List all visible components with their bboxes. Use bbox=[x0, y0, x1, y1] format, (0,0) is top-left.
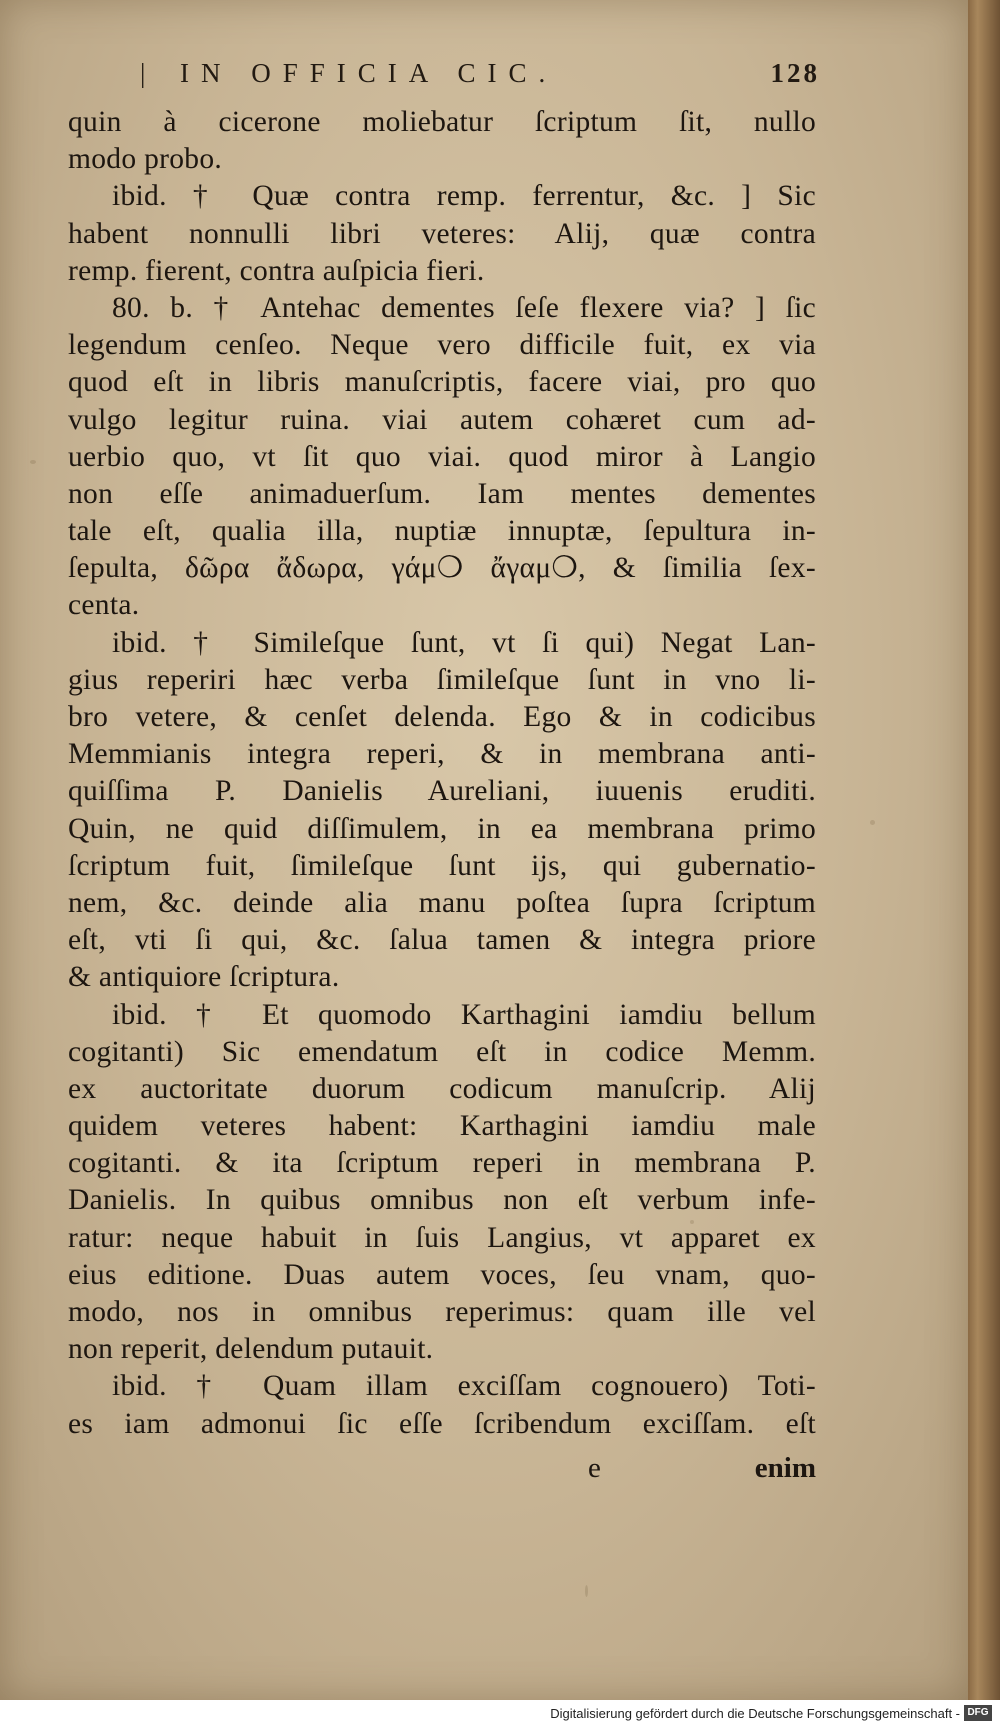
text-line: ibid. † Et quomodo Karthagini iamdiu bellum bbox=[112, 998, 816, 1031]
dfg-logo: DFG bbox=[964, 1705, 992, 1721]
text-line: quidem veteres habent: Karthagini iamdiu male bbox=[68, 1110, 816, 1143]
text-line: Memmianis integra reperi, & in membrana anti- bbox=[68, 738, 816, 771]
text-line: modo, nos in omnibus reperimus: quam ille vel bbox=[68, 1296, 816, 1328]
text-line: vulgo legitur ruina. viai autem cohæret cum ad- bbox=[68, 403, 816, 436]
body-text bbox=[68, 104, 816, 1443]
text-line: & antiquiore ſcriptura. bbox=[68, 961, 340, 994]
text-line: legendum cenſeo. Neque vero difficile fuit, ex via bbox=[68, 329, 816, 362]
text-line: eius editione. Duas autem voces, ſeu vnam, quo- bbox=[68, 1258, 816, 1291]
text-line: eſt, vti ſi qui, &c. ſalua tamen & integra priore bbox=[68, 924, 816, 957]
text-line: cogitanti) Sic emendatum eſt in codice Memm. bbox=[68, 1035, 816, 1068]
text-line: Danielis. In quibus omnibus non eſt verbum infe- bbox=[68, 1184, 816, 1217]
text-line: ſepulta, δῶρα ἄδωρα, γάμ❍ ἄγαμ❍, & ſimilia ſex- bbox=[68, 552, 816, 585]
text-line: Quin, ne quid diſſimulem, in ea membrana primo bbox=[68, 812, 816, 845]
text-line: ibid. † Simileſque ſunt, vt ſi qui) Negat Lan- bbox=[112, 626, 816, 659]
text-line: non eſſe animaduerſum. Iam mentes dementes bbox=[68, 477, 816, 510]
catchword: enim bbox=[754, 1452, 816, 1484]
text-line: gius reperiri hæc verba ſimileſque ſunt in vno li- bbox=[68, 663, 816, 696]
digitization-footer bbox=[0, 1700, 1000, 1729]
text-line: quiſſima P. Danielis Aureliani, iuuenis eruditi. bbox=[68, 775, 816, 808]
text-line: uerbio quo, vt ſit quo viai. quod miror à Langio bbox=[68, 440, 816, 473]
text-line: 80. b. † Antehac dementes ſeſe flexere via? ] ſic bbox=[112, 291, 816, 324]
catchline bbox=[68, 1452, 816, 1492]
text-line: ſcriptum fuit, ſimileſque ſunt ijs, qui gubernatio- bbox=[68, 849, 816, 882]
text-line: ratur: neque habuit in ſuis Langius, vt apparet ex bbox=[68, 1221, 816, 1254]
page-number: 128 bbox=[770, 58, 820, 88]
text-line: ex auctoritate duorum codicum manuſcrip. Alij bbox=[68, 1072, 816, 1105]
running-title: IN OFFICIA CIC. bbox=[180, 58, 558, 88]
header-rule-mark: | bbox=[140, 58, 155, 88]
text-line: centa. bbox=[68, 589, 140, 622]
text-line: cogitanti. & ita ſcriptum reperi in membrana P. bbox=[68, 1147, 816, 1180]
funding-credit: Digitalisierung gefördert durch die Deutsche Forschungsgemeinschaft - bbox=[550, 1706, 960, 1721]
text-line: non reperit, delendum putauit. bbox=[68, 1333, 434, 1366]
text-line: ibid. † Quæ contra remp. ferrentur, &c. ] Sic bbox=[112, 180, 816, 213]
text-line: bro vetere, & cenſet delenda. Ego & in codicibus bbox=[68, 701, 816, 733]
text-line: quin à cicerone moliebatur ſcriptum ſit, nullo bbox=[68, 106, 816, 138]
text-line: tale eſt, qualia illa, nuptiæ innuptæ, ſepultura in- bbox=[68, 515, 816, 548]
text-line: quod eſt in libris manuſcriptis, facere viai, pro quo bbox=[68, 366, 816, 399]
text-line: remp. fierent, contra auſpicia fieri. bbox=[68, 254, 485, 287]
text-line: nem, &c. deinde alia manu poſtea ſupra ſcriptum bbox=[68, 886, 816, 919]
text-line: es iam admonui ſic eſſe ſcribendum exciſſam. eſt bbox=[68, 1407, 816, 1440]
text-line: ibid. † Quam illam exciſſam cognouero) Toti- bbox=[112, 1370, 816, 1403]
text-line: habent nonnulli libri veteres: Alij, quæ contra bbox=[68, 217, 816, 250]
signature-mark: e bbox=[588, 1452, 601, 1484]
page-edge bbox=[968, 0, 1000, 1700]
text-line: modo probo. bbox=[68, 143, 223, 176]
running-header bbox=[140, 58, 820, 102]
